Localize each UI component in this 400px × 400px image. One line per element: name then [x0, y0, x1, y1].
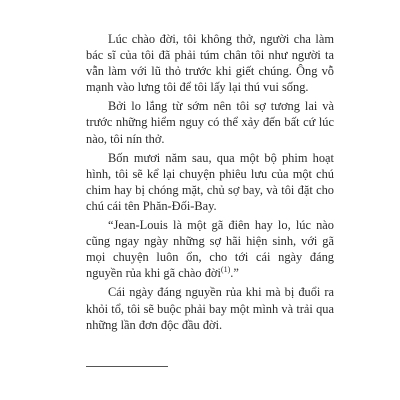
- paragraph: Cái ngày đáng nguyền rủa khi mà bị đuổi ra khỏi tổ, tôi sẽ buộc phải bay một mình và trải qua những lần đơn độc đầu đời.: [86, 285, 334, 332]
- paragraph: Bốn mươi năm sau, qua một bộ phim hoạt hình, tôi sẽ kể lại chuyện phiêu lưu của một chú chim hay bị chóng mặt, chủ sợ bay, và tôi đặt cho chú cái tên Phăn-Đối-Bay.: [86, 150, 334, 213]
- paragraph: Bởi lo lắng từ sớm nên tôi sợ tương lai và trước những hiểm nguy có thể xảy đến bất cứ lúc nào, tôi nín thở.: [86, 99, 334, 146]
- footnote-divider: [86, 366, 168, 367]
- paragraph: Lúc chào đời, tôi không thở, người cha làm bác sĩ của tôi đã phải túm chân tôi như người ta vẫn làm với lũ thỏ trước khi giết chúng. Ông vỗ mạnh vào lưng tôi để tôi lấy lại thú vui sống.: [86, 32, 334, 95]
- quote-closing: .”: [230, 266, 239, 281]
- quote-text: “Jean-Louis là một gã điên hay lo, lúc nào cũng ngay ngày những sợ hãi hiện sinh, với gã mọi chuyện luôn ổn, cho tới cái ngày đáng nguyền rủa khi gã chào đời: [86, 218, 334, 281]
- quote-paragraph: [86, 217, 334, 281]
- footnote-marker[interactable]: (1): [220, 265, 231, 275]
